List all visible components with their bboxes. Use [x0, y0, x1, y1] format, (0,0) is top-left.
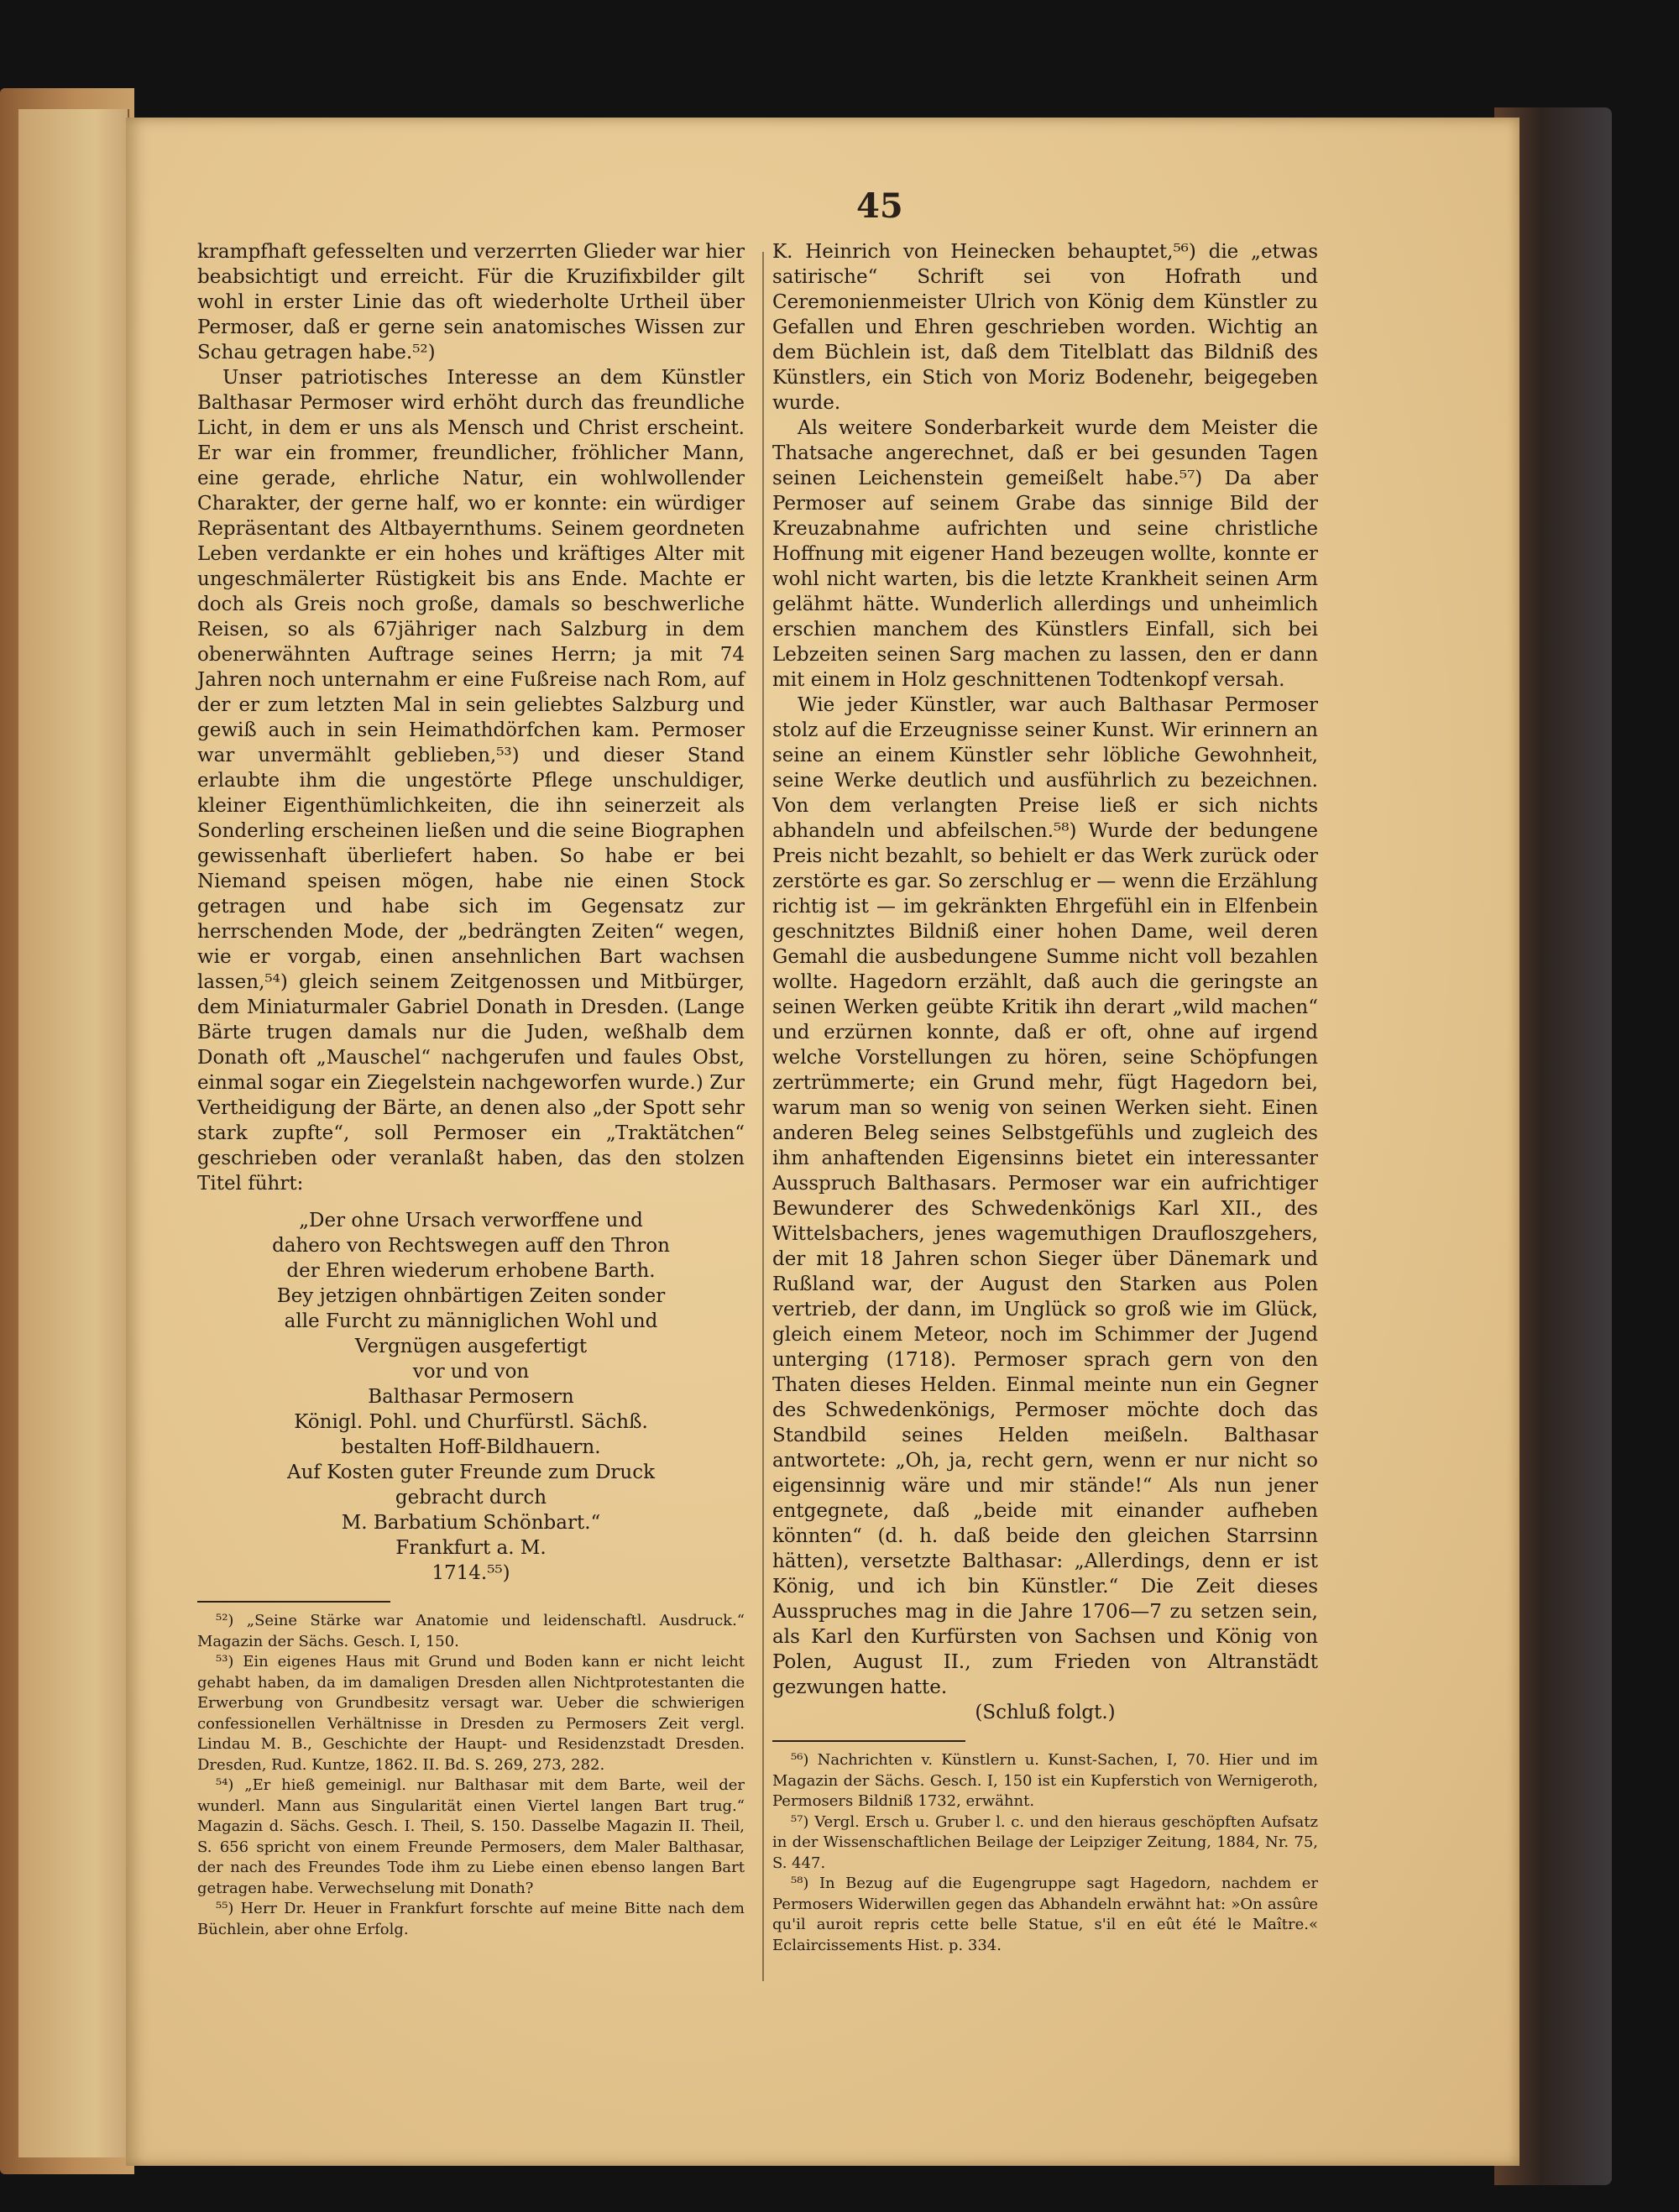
title-line: alle Furcht zu männiglichen Wohl und: [284, 1310, 658, 1332]
title-line: Königl. Pohl. und Churfürstl. Sächß.: [294, 1411, 648, 1433]
left-column: [197, 239, 745, 1940]
quoted-title-block: [197, 1208, 745, 1586]
left-page-edge: [18, 109, 129, 2157]
footnote: ⁵⁸) In Bezug auf die Eugengruppe sagt Hagedorn, nachdem er Permosers Widerwillen gegen das Abhandeln erwähnt hat: »On assûre qu'il auroit repris cette belle Statue, s'il en eût été le Maître.« Eclaircissements Hist. p. 334.: [772, 1875, 1318, 1954]
footnote: ⁵³) Ein eigenes Haus mit Grund und Boden kann er nicht leicht gehabt haben, da im damaligen Dresden allen Nichtprotestanten die Erwerbung von Grundbesitz versagt war. Ueber die schwierigen confessionellen Verhältnisse in Dresden zu Permosers Zeit vergl. Lindau M. B., Geschichte der Haupt- und Residenzstadt Dresden. Dresden, Rud. Kuntze, 1862. II. Bd. S. 269, 273, 282.: [197, 1653, 745, 1774]
book-page: [126, 118, 1519, 2166]
footnote: ⁵⁶) Nachrichten v. Künstlern u. Kunst-Sachen, I, 70. Hier und im Magazin der Sächs. Gesch. I, 150 ist ein Kupferstich von Wernigeroth, Permosers Bildniß 1732, erwähnt.: [772, 1751, 1318, 1810]
footnotes-right: [772, 1750, 1318, 1956]
page-number: 45: [856, 186, 903, 226]
footnotes-left: [197, 1611, 745, 1940]
paragraph: Unser patriotisches Interesse an dem Künstler Balthasar Permoser wird erhöht durch das freundliche Licht, in dem er uns als Mensch und Christ erscheint. Er war ein frommer, freundlicher, fröhlicher Mann, eine gerade, ehrliche Natur, ein wohlwollender Charakter, der gerne half, wo er konnte: ein würdiger Repräsentant des Altbayernthums. Seinem geordneten Leben verdankte er ein hohes und kräftiges Alter mit ungeschmälerter Rüstigkeit bis ans Ende. Machte er doch als Greis noch große, damals so beschwerliche Reisen, so als 67jähriger nach Salzburg in dem obenerwähnten Auftrage seines Herrn; ja mit 74 Jahren noch unternahm er eine Fußreise nach Rom, auf der er zum letzten Mal in sein geliebtes Salzburg und gewiß auch in sein Heimathdörfchen kam. Permoser war unvermählt geblieben,⁵³) und dieser Stand erlaubte ihm die ungestörte Pflege unschuldiger, kleiner Eigenthümlichkeiten, die ihn seinerzeit als Sonderling erscheinen ließen und die seine Biographen gewissenhaft überliefert haben. So habe er bei Niemand speisen mögen, habe nie einen Stock getragen und habe sich im Gegensatz zur herrschenden Mode, der „bedrängten Zeiten“ wegen, wie er vorgab, einen ansehnlichen Bart wachsen lassen,⁵⁴) gleich seinem Zeitgenossen und Mitbürger, dem Miniaturmaler Gabriel Donath in Dresden. (Lange Bärte trugen damals nur die Juden, weßhalb dem Donath oft „Mauschel“ nachgerufen und faules Obst, einmal sogar ein Ziegelstein nachgeworfen wurde.) Zur Vertheidigung der Bärte, an denen also „der Spott sehr stark zupfte“, soll Permoser ein „Traktätchen“ geschrieben oder veranlaßt haben, das den stolzen Titel führt:: [197, 367, 745, 1195]
title-line: vor und von: [412, 1361, 530, 1383]
footnote: ⁵²) „Seine Stärke war Anatomie und leidenschaftl. Ausdruck.“ Magazin der Sächs. Gesch. I, 150.: [197, 1612, 745, 1650]
footnote-rule: [772, 1740, 965, 1742]
title-line: „Der ohne Ursach verworffene und: [299, 1210, 643, 1232]
title-line: Balthasar Permosern: [368, 1386, 574, 1408]
title-line: M. Barbatium Schönbart.“: [341, 1512, 601, 1534]
title-line: gebracht durch: [395, 1487, 547, 1509]
footnote: ⁵⁴) „Er hieß gemeinigl. nur Balthasar mit dem Barte, weil der wunderl. Mann aus Singularität einen Viertel langen Bart trug.“ Magazin d. Sächs. Gesch. I. Theil, S. 150. Dasselbe Magazin II. Theil, S. 656 spricht von einem Freunde Permosers, dem Maler Balthasar, der nach des Freundes Tode ihm zu Liebe einen ebenso langen Bart getragen habe. Verwechselung mit Donath?: [197, 1776, 745, 1897]
paragraph: Wie jeder Künstler, war auch Balthasar Permoser stolz auf die Erzeugnisse seiner Kunst. Wir erinnern an seine an einem Künstler sehr löbliche Gewohnheit, seine Werke deutlich und ausführlich zu bezeichnen. Von dem verlangten Preise ließ er sich nichts abhandeln und abfeilschen.⁵⁸) Wurde der bedungene Preis nicht bezahlt, so behielt er das Werk zurück oder zerstörte es gar. So zerschlug er — wenn die Erzählung richtig ist — im gekränkten Ehrgefühl ein in Elfenbein geschnitztes Bildniß einer hohen Dame, weil deren Gemahl die ausbedungene Summe nicht voll bezahlen wollte. Hagedorn erzählt, daß auch die geringste an seinen Werken geübte Kritik ihn derart „wild machen“ und erzürnen konnte, daß er oft, ohne auf irgend welche Vorstellungen zu hören, seine Schöpfungen zertrümmerte; ein Grund mehr, fügt Hagedorn bei, warum man so wenig von seinen Werken sieht. Einen anderen Beleg seines Selbstgefühls und zugleich des ihm anhaftenden Eigensinns bietet ein interessanter Ausspruch Balthasars. Permoser war ein aufrichtiger Bewunderer des Schwedenkönigs Karl XII., des Wittelsbachers, jenes wagemuthigen Draufloszgehers, der mit 18 Jahren schon Sieger über Dänemark und Rußland war, der August den Starken aus Polen vertrieb, der dann, im Unglück so groß wie im Glück, gleich einem Meteor, noch im Schimmer der Jugend unterging (1718). Permoser sprach gern von den Thaten dieses Helden. Einmal meinte nun ein Gegner des Schwedenkönigs, Permoser möchte doch das Standbild seines Helden meißeln. Balthasar antwortete: „Oh, ja, recht gern, wenn er nur nicht so eigensinnig wäre und mir stände!“ Als nun jener entgegnete, daß „beide mit einander aufheben könnten“ (d. h. daß beide den gleichen Starrsinn hätten), versetzte Balthasar: „Allerdings, denn er ist König, und ich bin Künstler.“ Die Zeit dieses Ausspruches mag in die Jahre 1706—7 zu setzen sein, als Karl den Kurfürsten von Sachsen und König von Polen, August II., zum Frieden von Altranstädt gezwungen hatte.: [772, 694, 1318, 1698]
column-divider: [762, 252, 764, 1981]
title-line: Auf Kosten guter Freunde zum Druck: [286, 1462, 656, 1483]
footnote: ⁵⁷) Vergl. Ersch u. Gruber l. c. und den hieraus geschöpften Aufsatz in der Wissenschaftlichen Beilage der Leipziger Zeitung, 1884, Nr. 75, S. 447.: [772, 1812, 1318, 1872]
title-line: Vergnügen ausgefertigt: [354, 1336, 588, 1357]
paragraph: Als weitere Sonderbarkeit wurde dem Meister die Thatsache angerechnet, daß er bei gesunden Tagen seinen Leichenstein gemeißelt habe.⁵⁷) Da aber Permoser auf seinem Grabe das sinnige Bild der Kreuzabnahme aufrichten und seine christliche Hoffnung mit eigener Hand bezeugen wollte, konnte er wohl nicht warten, bis die letzte Krankheit seinen Arm gelähmt hätte. Wunderlich allerdings und unheimlich erschien manchem des Künstlers Einfall, sich bei Lebzeiten seinen Sarg machen zu lassen, den er dann mit einem in Holz geschnittenen Todtenkopf versah.: [772, 417, 1318, 691]
footnote: ⁵⁵) Herr Dr. Heuer in Frankfurt forschte auf meine Bitte nach dem Büchlein, aber ohne Erfolg.: [197, 1900, 745, 1938]
continued-note: (Schluß folgt.): [975, 1702, 1116, 1723]
title-line: dahero von Rechtswegen auff den Thron: [272, 1235, 670, 1257]
title-line: 1714.⁵⁵): [432, 1562, 510, 1584]
title-line: Bey jetzigen ohnbärtigen Zeiten sonder: [276, 1285, 666, 1307]
paragraph: krampfhaft gefesselten und verzerrten Glieder war hier beabsichtigt und erreicht. Für die Kruzifixbilder gilt wohl in erster Linie das oft wiederholte Urtheil über Permoser, daß er gerne sein anatomisches Wissen zur Schau getragen habe.⁵²): [197, 241, 745, 363]
title-line: bestalten Hoff-Bildhauern.: [341, 1436, 601, 1458]
footnote-rule: [197, 1601, 390, 1603]
right-column: [772, 239, 1318, 1956]
paragraph: K. Heinrich von Heinecken behauptet,⁵⁶) die „etwas satirische“ Schrift sei von Hofrath und Ceremonienmeister Ulrich von König dem Künstler zu Gefallen und Ehren geschrieben worden. Wichtig an dem Büchlein ist, daß dem Titelblatt das Bildniß des Künstlers, ein Stich von Moriz Bodenehr, beigegeben wurde.: [772, 241, 1318, 414]
title-line: der Ehren wiederum erhobene Barth.: [286, 1260, 656, 1282]
title-line: Frankfurt a. M.: [395, 1537, 547, 1559]
